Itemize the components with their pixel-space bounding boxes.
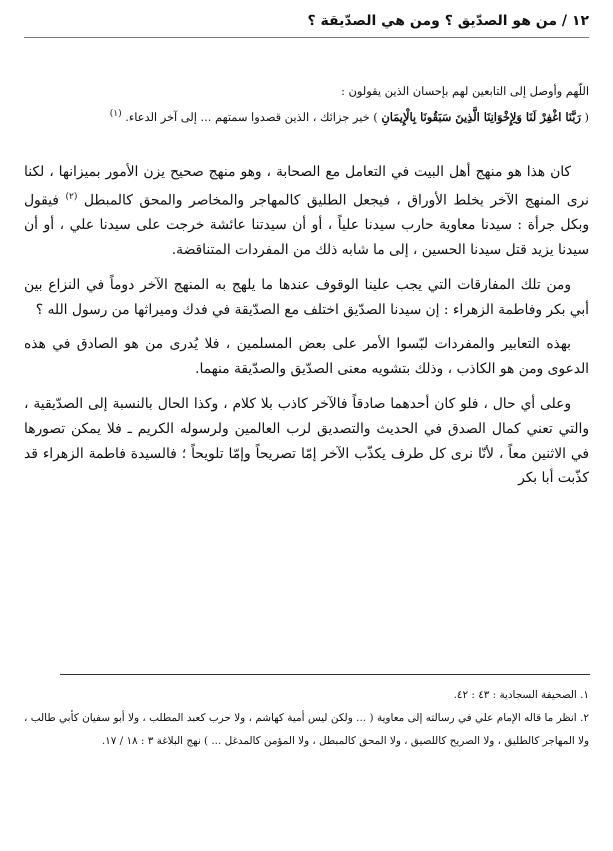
intro-continuation: خير جزائك ، الذين قصدوا سمتهم ... إلى آخر الدعاء. (125, 109, 370, 124)
quran-verse: رَبَّنَا اغْفِرْ لَنَا وَلِإِخْوَانِنَا الَّذِينَ سَبَقُونَا بِالْإِيمَانِ (381, 109, 581, 124)
intro-quran-line (24, 103, 589, 129)
footnote-ref-1[interactable]: (١) (109, 109, 122, 119)
quran-close-bracket: ) (373, 109, 378, 124)
paragraph-1-continuation: فيقول وبكل جرأة : سيدنا معاوية حارب سيدنا علياً ، أو أن سيدتنا عائشة خرجت على سيدنا علي ، أو أن سيدنا يزيد قتل سيدنا الحسين ، إلى ما شابه ذلك من المفردات المتناقضة. (24, 192, 589, 258)
page-header: ١٢ / من هو الصدّيق ؟ ومن هي الصدّيقة ؟ (307, 13, 589, 29)
intro-line: اللّهم وأوصل إلى التابعين لهم بإحسان الذين يقولون : (341, 84, 589, 98)
intro-block (24, 80, 589, 129)
footnote-ref-2[interactable]: (٢) (65, 191, 78, 202)
footnote-divider (60, 674, 590, 675)
footnote-1: ١. الصحيفة السجادية : ٤٣ : ٤٢. (453, 689, 589, 701)
paragraph-1 (24, 160, 589, 263)
paragraph-2: ومن تلك المفارقات التي يجب علينا الوقوف عندها ما يلهج به المنهج الآخر دوماً في النزاع بين أبي بكر وفاطمة الزهراء : إن سيدنا الصدّيق اختلف مع الصدّيقة في فدك وميراثها من رسول الله ؟ (24, 276, 589, 318)
footnotes (24, 684, 589, 753)
body-text (24, 160, 589, 491)
quran-open-bracket: ( (584, 109, 589, 124)
footnote-2: ٢. انظر ما قاله الإمام علي في رسالته إلى معاوية ( ... ولكن ليس أمية كهاشم ، ولا حرب كعبد المطلب ، ولا أبو سفيان كأبي طالب ، ولا المهاجر كالطليق ، ولا الصريح كاللصيق ، ولا المحق كالمبطل ، ولا المؤمن كالمدغل ... ) نهج البلاغة ٣ : ١٨ / ١٧. (24, 712, 589, 747)
header-divider (24, 37, 589, 38)
paragraph-3: بهذه التعابير والمفردات لبّسوا الأمر على بعض المسلمين ، فلا يُدرى من هو الصادق في هذه الدعوى ومن هو الكاذب ، وذلك بتشويه معنى الصدّيق والصدّيقة منهما. (24, 336, 589, 378)
paragraph-4: وعلى أي حال ، فلو كان أحدهما صادقاً فالآخر كاذب بلا كلام ، وكذا الحال بالنسبة إلى الصدّيقية ، والتي تعني كمال الصدق في الحديث والتصديق لرب العالمين ولرسوله الكريم ـ فلا يمكن تصورها في الاثنين معاً ، لأنّا نرى كل طرف يكذّب الآخر إمّا تصريحاً وإمّا تلويحاً ؛ فالسيدة فاطمة الزهراء قد كذّبت أبا بكر (24, 395, 589, 487)
paragraph-1-text: كان هذا هو منهج أهل البيت في التعامل مع الصحابة ، وهو منهج صحيح يزن الأمور بميزانها ، لكنا نرى المنهج الآخر يخلط الأوراق ، فيجعل الطليق كالمهاجر والمخاصر والمحق كالمبطل (24, 164, 590, 209)
